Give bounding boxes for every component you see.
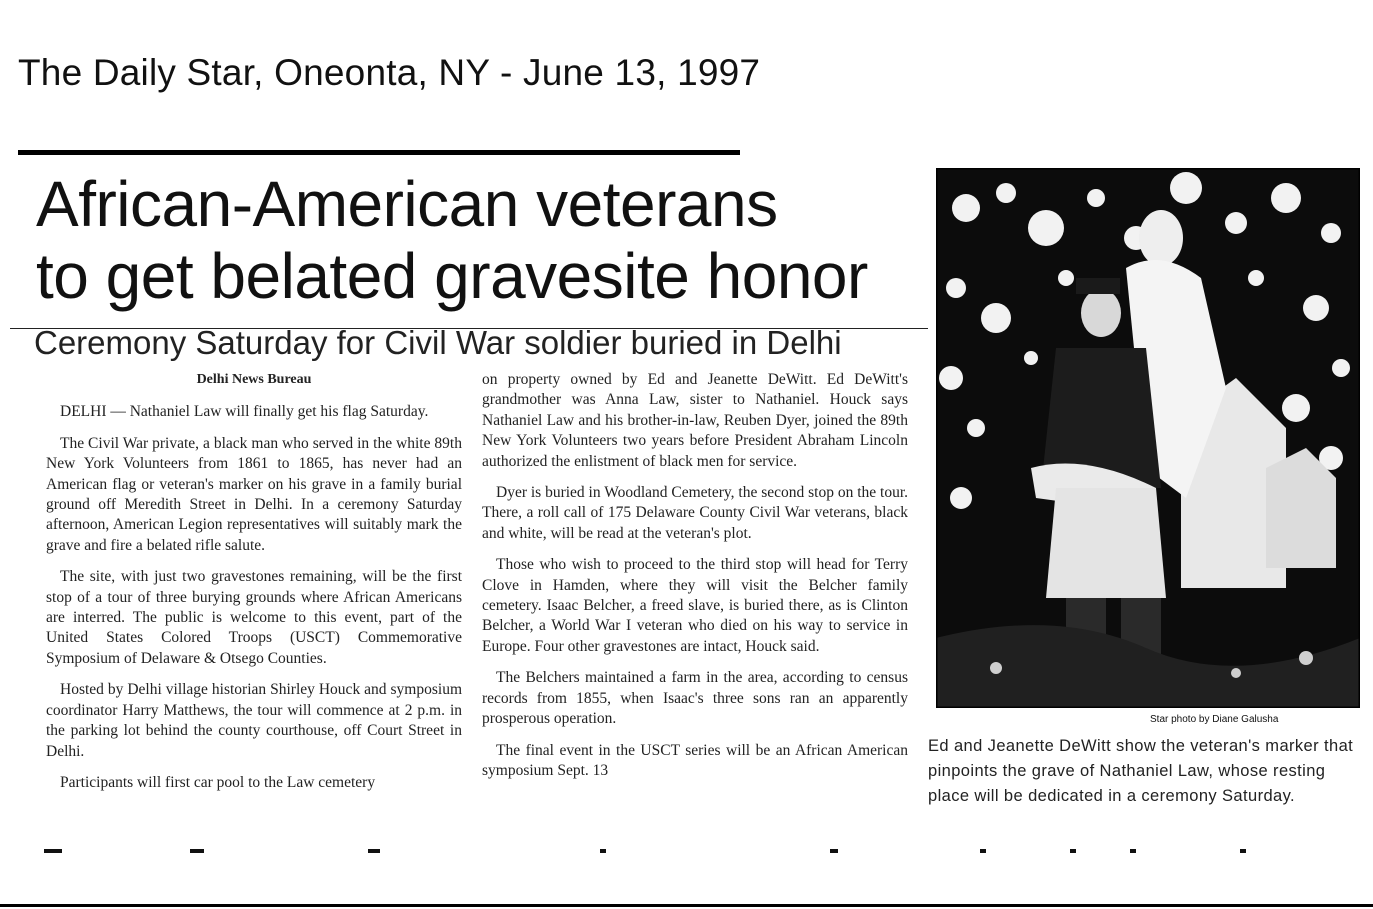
- divider-mark: [980, 849, 986, 853]
- subheadline: Ceremony Saturday for Civil War soldier buried in Delhi: [34, 324, 842, 361]
- headline-line-2: to get belated gravesite honor: [36, 240, 868, 312]
- divider-mark: [190, 849, 204, 853]
- paragraph: The Belchers maintained a farm in the area, according to census records from 1855, when Isaac's three sons ran an apparently prosperous operation.: [482, 669, 908, 728]
- divider-mark: [1070, 849, 1076, 853]
- article-column-1: [46, 370, 462, 804]
- paragraph: The Civil War private, a black man who served in the white 89th New York Volunteers from 1861 to 1865, has never had an American flag or veteran's marker on his grave in a family burial ground off Meredith Street in Delhi. In a ceremony Saturday afternoon, American Legion representatives will suitably mark the grave and fire a belated rifle salute.: [46, 434, 462, 554]
- paragraph: Participants will first car pool to the Law cemetery: [60, 773, 376, 791]
- divider-mark: [1240, 849, 1246, 853]
- photo-image: [936, 168, 1360, 708]
- divider-mark: [368, 849, 380, 853]
- divider-mark: [1130, 849, 1136, 853]
- headline-line-1: African-American veterans: [36, 168, 778, 240]
- paragraph: Those who wish to proceed to the third stop will head for Terry Clove in Hamden, where they will visit the Belcher family cemetery. Isaac Belcher, a freed slave, is buried there, as is Clinton Belcher, a World War I veteran who died on his way to service in Europe. Four other gravestones are intact, Houck said.: [482, 556, 908, 655]
- paragraph: Dyer is buried in Woodland Cemetery, the second stop on the tour. There, a roll call of 175 Delaware County Civil War veterans, black and white, will be read at the veteran's plot.: [482, 484, 909, 542]
- paragraph: Hosted by Delhi village historian Shirley Houck and symposium coordinator Harry Matthews, the tour will commence at 2 p.m. in the parking lot behind the county courthouse, off Court Street in Delhi.: [46, 681, 462, 760]
- photo-credit: Star photo by Diane Galusha: [1150, 714, 1279, 725]
- paragraph: DELHI — Nathaniel Law will finally get his flag Saturday.: [60, 403, 429, 421]
- divider-mark: [44, 849, 62, 853]
- source-line: The Daily Star, Oneonta, NY - June 13, 1997: [18, 52, 761, 93]
- paragraph: The final event in the USCT series will be an African American symposium Sept. 13: [482, 741, 908, 779]
- divider-mark: [830, 849, 838, 853]
- page-bottom-rule: [0, 904, 1373, 907]
- photo-caption: Ed and Jeanette DeWitt show the veteran's marker that pinpoints the grave of Nathaniel Law, whose resting place will be dedicated in a ceremony Saturday.: [928, 737, 1354, 805]
- headline: [36, 168, 868, 312]
- divider-mark: [600, 849, 606, 853]
- article-column-2: [482, 370, 908, 792]
- paragraph: The site, with just two gravestones remaining, will be the first stop of a tour of three burying grounds where African Americans are interred. The public is welcome to this event, part of the United States Colored Troops (USCT) Commemorative Symposium of Delaware & Otsego Counties.: [46, 568, 462, 667]
- byline: Delhi News Bureau: [196, 372, 312, 387]
- paragraph: on property owned by Ed and Jeanette DeWitt. Ed DeWitt's grandmother was Anna Law, sister to Nathaniel. Houck says Nathaniel Law and his brother-in-law, Reuben Dyer, joined the 89th New York Volunteers two years before President Abraham Lincoln authorized the enlistment of black men for service.: [482, 371, 908, 470]
- photo: [936, 168, 1360, 708]
- headline-rule: [18, 150, 740, 155]
